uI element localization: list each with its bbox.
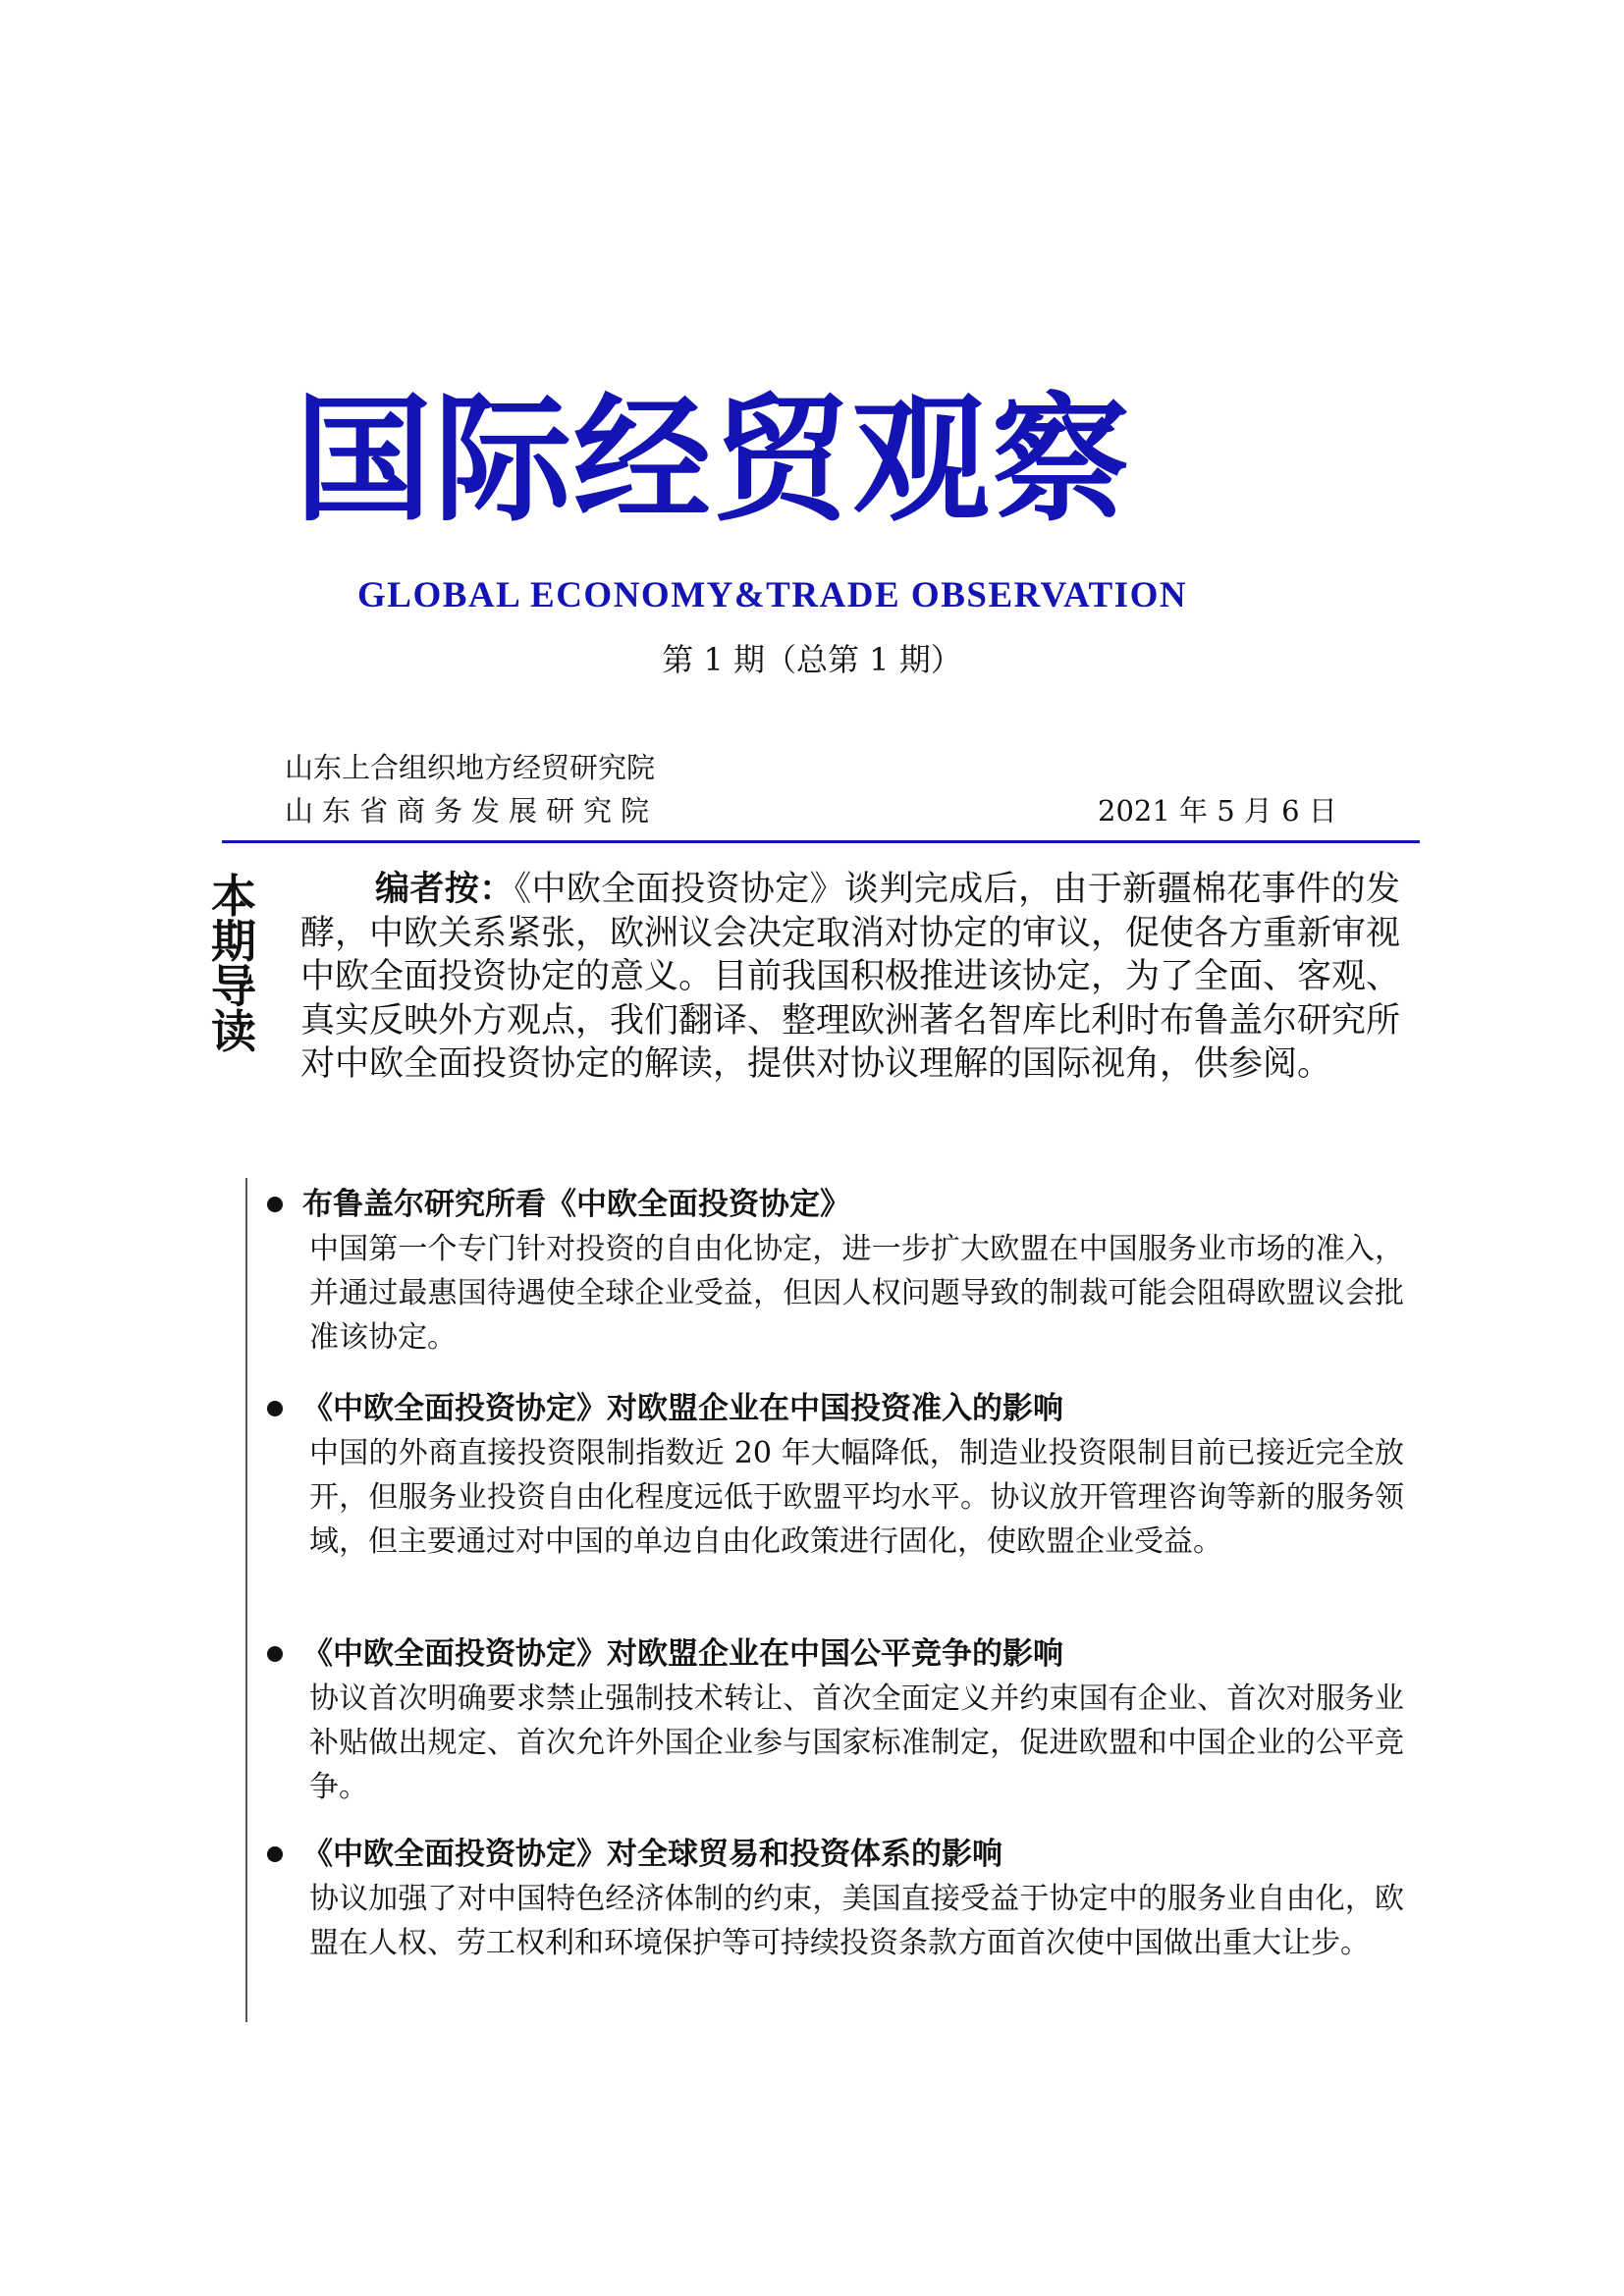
section-heading-text: 《中欧全面投资协定》对欧盟企业在中国公平竞争的影响: [302, 1636, 1063, 1672]
section-body: 协议首次明确要求禁止强制技术转让、首次全面定义并约束国有企业、首次对服务业补贴做出规定、首次允许外国企业参与国家标准制定，促进欧盟和中国企业的公平竞争。: [309, 1682, 1404, 1804]
side-vertical-rule: [245, 1178, 247, 2022]
editor-note-body: 《中欧全面投资协定》谈判完成后，由于新疆棉花事件的发酵，中欧关系紧张，欧洲议会决定取消对协定的审议，促使各方重新审视中欧全面投资协定的意义。目前我国积极推进该协定，为了全面、客观、真实反映外方观点，我们翻译、整理欧洲著名智库比利时布鲁盖尔研究所对中欧全面投资协定的解读，提供对协议理解的国际视角，供参阅。: [300, 870, 1401, 1084]
issue-number: 第 1 期（总第 1 期）: [662, 641, 962, 678]
section-body: 协议加强了对中国特色经济体制的约束，美国直接受益于协定中的服务业自由化，欧盟在人权、劳工权利和环境保护等可持续投资条款方面首次使中国做出重大让步。: [309, 1882, 1404, 1960]
side-label-this-issue: [206, 870, 261, 1058]
summary-section: [265, 1832, 1404, 1965]
section-body: 中国第一个专门针对投资的自由化协定，进一步扩大欧盟在中国服务业市场的准入，并通过最惠国待遇使全球企业受益，但因人权问题导致的制裁可能会阻碍欧盟议会批准该协定。: [309, 1232, 1404, 1355]
section-heading-text: 布鲁盖尔研究所看《中欧全面投资协定》: [302, 1187, 850, 1222]
side-label-char: 导: [211, 960, 256, 1013]
masthead-english-title: GLOBAL ECONOMY&TRADE OBSERVATION: [357, 575, 1188, 615]
section-heading: [265, 1631, 1404, 1677]
section-heading-text: 《中欧全面投资协定》对欧盟企业在中国投资准入的影响: [302, 1391, 1063, 1426]
masthead-title: 国际经贸观察: [295, 381, 1132, 541]
publication-date: 2021 年 5 月 6 日: [1098, 794, 1337, 828]
bullet-icon: [267, 1197, 283, 1212]
summary-section: [265, 1182, 1404, 1360]
section-heading: [265, 1182, 1404, 1227]
section-heading: [265, 1832, 1404, 1877]
section-body: 中国的外商直接投资限制指数近 20 年大幅降低，制造业投资限制目前已接近完全放开，但服务业投资自由化程度远低于欧盟平均水平。协议放开管理咨询等新的服务领域，但主要通过对中国的单边自由化政策进行固化，使欧盟企业受益。: [309, 1436, 1404, 1559]
bullet-icon: [267, 1401, 283, 1416]
header-divider: [222, 840, 1420, 843]
bullet-icon: [267, 1646, 283, 1662]
summary-section: [265, 1631, 1404, 1809]
side-label-char: 本: [211, 870, 256, 923]
summary-section: [265, 1386, 1404, 1564]
section-heading-text: 《中欧全面投资协定》对全球贸易和投资体系的影响: [302, 1837, 1002, 1872]
section-heading: [265, 1386, 1404, 1431]
bullet-icon: [267, 1846, 283, 1862]
editor-note: [300, 868, 1400, 1087]
side-label-char: 期: [211, 915, 256, 968]
institution-name: 山东省商务发展研究院: [285, 794, 659, 828]
publisher-block: [285, 746, 658, 832]
editor-note-lead: 编者按：: [375, 870, 514, 909]
institution-name: 山东上合组织地方经贸研究院: [285, 751, 656, 784]
side-label-char: 读: [211, 1005, 256, 1058]
